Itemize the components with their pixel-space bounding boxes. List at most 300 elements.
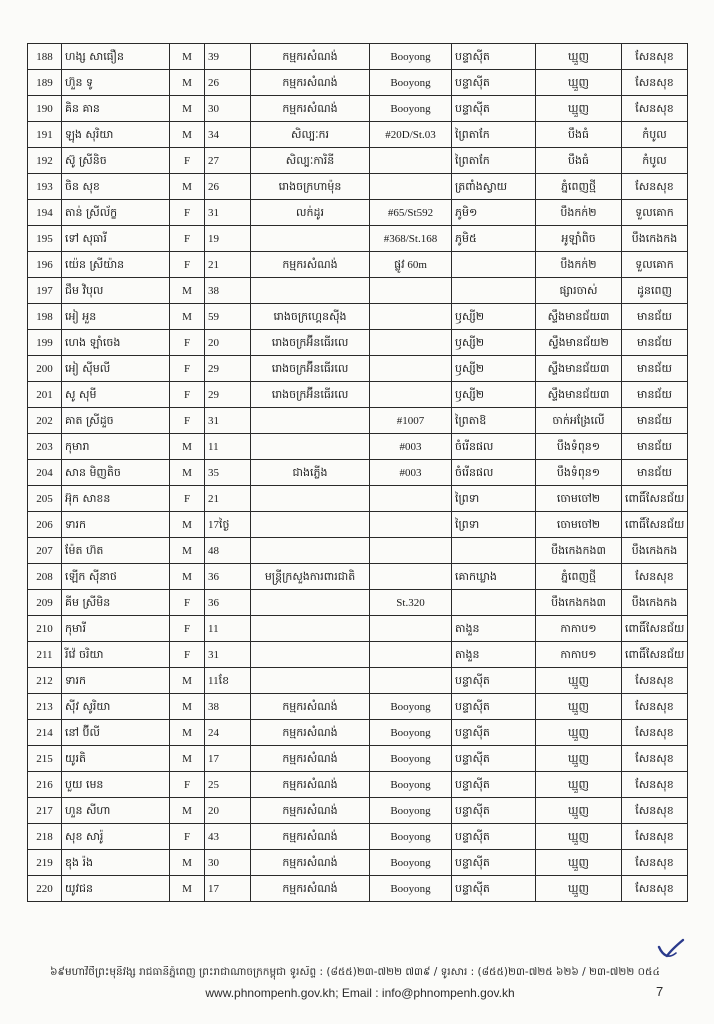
person-name-cell: ឌុង រ៉ង (62, 850, 170, 876)
row-number-cell: 210 (28, 616, 62, 642)
age-cell: 11ខែ (205, 668, 251, 694)
age-cell: 39 (205, 44, 251, 70)
age-cell: 11 (205, 616, 251, 642)
table-row (28, 304, 688, 330)
age-cell: 21 (205, 486, 251, 512)
commune-cell: ឃ្មួញ (536, 96, 622, 122)
table-row (28, 200, 688, 226)
age-cell: 17ថ្ងៃ (205, 512, 251, 538)
commune-cell: ស្ទឹងមានជ័យ៣ (536, 382, 622, 408)
registry-table (27, 43, 688, 902)
commune-cell: ឃ្មួញ (536, 850, 622, 876)
sex-cell: F (170, 382, 205, 408)
house-address-cell (370, 538, 452, 564)
person-name-cell: ឡើក ស៊ីនាថ (62, 564, 170, 590)
row-number-cell: 218 (28, 824, 62, 850)
occupation-cell: សិល្បៈការិនី (251, 148, 370, 174)
table-row (28, 460, 688, 486)
house-address-cell (370, 642, 452, 668)
village-cell: ឫស្សី២ (452, 356, 536, 382)
table-row (28, 330, 688, 356)
table-row (28, 278, 688, 304)
house-address-cell (370, 330, 452, 356)
table-row (28, 148, 688, 174)
table-row (28, 434, 688, 460)
table-row (28, 668, 688, 694)
occupation-cell: កម្មករសំណង់ (251, 850, 370, 876)
person-name-cell: សាន មិញតិច (62, 460, 170, 486)
district-cell: សែនសុខ (622, 772, 688, 798)
row-number-cell: 205 (28, 486, 62, 512)
commune-cell: បឹងធំ (536, 148, 622, 174)
sex-cell: M (170, 798, 205, 824)
age-cell: 35 (205, 460, 251, 486)
commune-cell: ភ្នំពេញថ្មី (536, 174, 622, 200)
person-name-cell: ទារក (62, 512, 170, 538)
person-name-cell: រីវ៉េ ចរិយា (62, 642, 170, 668)
district-cell: បឹងកេងកង (622, 226, 688, 252)
village-cell (452, 590, 536, 616)
occupation-cell: មន្ត្រីក្រសួងការពារជាតិ (251, 564, 370, 590)
sex-cell: M (170, 746, 205, 772)
row-number-cell: 212 (28, 668, 62, 694)
sex-cell: F (170, 824, 205, 850)
house-address-cell (370, 174, 452, 200)
person-name-cell: អ៊ុក សាខន (62, 486, 170, 512)
house-address-cell (370, 668, 452, 694)
district-cell: សែនសុខ (622, 850, 688, 876)
sex-cell: F (170, 252, 205, 278)
village-cell: ព្រៃទា (452, 486, 536, 512)
house-address-cell (370, 278, 452, 304)
person-name-cell: សុខ សារ៉ូ (62, 824, 170, 850)
sex-cell: F (170, 356, 205, 382)
district-cell: សែនសុខ (622, 96, 688, 122)
person-name-cell: ជឹម វិបុល (62, 278, 170, 304)
commune-cell: ឃ្មួញ (536, 876, 622, 902)
village-cell: បន្ទាស៊ីត (452, 746, 536, 772)
district-cell: សែនសុខ (622, 876, 688, 902)
village-cell: តាងួន (452, 616, 536, 642)
row-number-cell: 197 (28, 278, 62, 304)
house-address-cell: Booyong (370, 850, 452, 876)
age-cell: 20 (205, 330, 251, 356)
row-number-cell: 204 (28, 460, 62, 486)
house-address-cell (370, 304, 452, 330)
person-name-cell: យូវជន (62, 876, 170, 902)
row-number-cell: 190 (28, 96, 62, 122)
age-cell: 31 (205, 642, 251, 668)
house-address-cell: Booyong (370, 824, 452, 850)
sex-cell: M (170, 564, 205, 590)
house-address-cell: Booyong (370, 772, 452, 798)
district-cell: កំបូល (622, 148, 688, 174)
house-address-cell: #1007 (370, 408, 452, 434)
district-cell: ទួលគោក (622, 200, 688, 226)
district-cell: មានជ័យ (622, 330, 688, 356)
house-address-cell: #003 (370, 434, 452, 460)
person-name-cell: គាត ស្រីដួច (62, 408, 170, 434)
village-cell: តាងួន (452, 642, 536, 668)
village-cell: ឫស្សី២ (452, 304, 536, 330)
table-row (28, 70, 688, 96)
person-name-cell: ឡុង សុរិយា (62, 122, 170, 148)
house-address-cell (370, 356, 452, 382)
district-cell: សែនសុខ (622, 720, 688, 746)
row-number-cell: 195 (28, 226, 62, 252)
age-cell: 31 (205, 408, 251, 434)
row-number-cell: 211 (28, 642, 62, 668)
commune-cell: ឃ្មួញ (536, 824, 622, 850)
village-cell: បន្ទាស៊ីត (452, 772, 536, 798)
occupation-cell: ជាងភ្លើង (251, 460, 370, 486)
footer-address: ៦៩មហាវិថីព្រះមុនីវង្ស រាជធានីភ្នំពេញ ព្រះរាជាណាចក្រកម្ពុជា ទូរស័ព្ទ : (៨៥៥)២៣-៧២២ ៧៣៩ / ទូរសារ : (៨៥៥)២៣-៧២៥ ៦២៦ / ២៣-៧២២ ០៥៤ (50, 966, 660, 978)
person-name-cell: ម៉ែត ហ៊ត (62, 538, 170, 564)
district-cell: ពោធិ៍សែនជ័យ (622, 616, 688, 642)
village-cell: ចំរើនផល (452, 434, 536, 460)
sex-cell: M (170, 278, 205, 304)
sex-cell: F (170, 226, 205, 252)
age-cell: 20 (205, 798, 251, 824)
village-cell: ព្រៃតាកែ (452, 122, 536, 148)
table-row (28, 720, 688, 746)
occupation-cell: រោងចក្រអ៊ីនធើរលេ (251, 356, 370, 382)
house-address-cell: ផ្លូវ 60m (370, 252, 452, 278)
commune-cell: ភ្នំពេញថ្មី (536, 564, 622, 590)
person-name-cell: បួយ មេន (62, 772, 170, 798)
occupation-cell: កម្មករសំណង់ (251, 252, 370, 278)
table-row (28, 616, 688, 642)
village-cell: ត្រពាំងស្វាយ (452, 174, 536, 200)
occupation-cell (251, 278, 370, 304)
house-address-cell: Booyong (370, 746, 452, 772)
village-cell (452, 538, 536, 564)
district-cell: សែនសុខ (622, 70, 688, 96)
person-name-cell: យ៉េន ស្រីយ៉ាន (62, 252, 170, 278)
sex-cell: F (170, 772, 205, 798)
table-row (28, 44, 688, 70)
occupation-cell (251, 408, 370, 434)
house-address-cell: Booyong (370, 96, 452, 122)
village-cell: បន្ទាស៊ីត (452, 96, 536, 122)
village-cell: បន្ទាស៊ីត (452, 876, 536, 902)
commune-cell: បឹងទំពុន១ (536, 434, 622, 460)
sex-cell: F (170, 200, 205, 226)
sex-cell: M (170, 694, 205, 720)
person-name-cell: ទារក (62, 668, 170, 694)
village-cell: គោកឃ្លាង (452, 564, 536, 590)
table-row (28, 772, 688, 798)
sex-cell: M (170, 512, 205, 538)
row-number-cell: 188 (28, 44, 62, 70)
table-row (28, 252, 688, 278)
occupation-cell: លក់ដូរ (251, 200, 370, 226)
age-cell: 38 (205, 278, 251, 304)
age-cell: 26 (205, 70, 251, 96)
district-cell: សែនសុខ (622, 824, 688, 850)
occupation-cell: កម្មករសំណង់ (251, 694, 370, 720)
house-address-cell (370, 486, 452, 512)
age-cell: 34 (205, 122, 251, 148)
table-row (28, 798, 688, 824)
table-row (28, 382, 688, 408)
occupation-cell: កម្មករសំណង់ (251, 798, 370, 824)
village-cell: បន្ទាស៊ីត (452, 798, 536, 824)
table-row (28, 538, 688, 564)
house-address-cell (370, 148, 452, 174)
table-row (28, 642, 688, 668)
age-cell: 21 (205, 252, 251, 278)
footer-contact: www.phnompenh.gov.kh; Email : info@phnompenh.gov.kh (205, 986, 515, 1000)
row-number-cell: 208 (28, 564, 62, 590)
commune-cell: ចោមចៅ២ (536, 512, 622, 538)
age-cell: 29 (205, 382, 251, 408)
age-cell: 38 (205, 694, 251, 720)
village-cell: ឫស្សី២ (452, 382, 536, 408)
person-name-cell: យូរតិ (62, 746, 170, 772)
table-row (28, 850, 688, 876)
age-cell: 29 (205, 356, 251, 382)
person-name-cell: អៀ អួន (62, 304, 170, 330)
sex-cell: M (170, 460, 205, 486)
row-number-cell: 189 (28, 70, 62, 96)
table-row (28, 486, 688, 512)
village-cell: ភូមិ៥ (452, 226, 536, 252)
district-cell: មានជ័យ (622, 434, 688, 460)
occupation-cell (251, 538, 370, 564)
commune-cell: ស្ទឹងមានជ័យ២ (536, 330, 622, 356)
occupation-cell (251, 512, 370, 538)
house-address-cell: Booyong (370, 694, 452, 720)
sex-cell: M (170, 44, 205, 70)
district-cell: បឹងកេងកង (622, 590, 688, 616)
sex-cell: M (170, 304, 205, 330)
district-cell: កំបូល (622, 122, 688, 148)
house-address-cell (370, 616, 452, 642)
row-number-cell: 201 (28, 382, 62, 408)
row-number-cell: 217 (28, 798, 62, 824)
occupation-cell (251, 668, 370, 694)
person-name-cell: ហ៊ួន ទូ (62, 70, 170, 96)
commune-cell: បឹងទំពុន១ (536, 460, 622, 486)
district-cell: មានជ័យ (622, 408, 688, 434)
occupation-cell: កម្មករសំណង់ (251, 772, 370, 798)
commune-cell: ឃ្មួញ (536, 70, 622, 96)
occupation-cell: រោងចក្រហ្គេនស៊ីង (251, 304, 370, 330)
sex-cell: M (170, 122, 205, 148)
occupation-cell: កម្មករសំណង់ (251, 824, 370, 850)
occupation-cell: រោងចក្រអ៊ីនធើរលេ (251, 330, 370, 356)
occupation-cell: សិល្បៈករ (251, 122, 370, 148)
village-cell: ព្រៃតាកែ (452, 148, 536, 174)
sex-cell: M (170, 876, 205, 902)
commune-cell: បឹងកក់២ (536, 252, 622, 278)
occupation-cell: កម្មករសំណង់ (251, 746, 370, 772)
commune-cell: កាកាប១ (536, 616, 622, 642)
row-number-cell: 200 (28, 356, 62, 382)
commune-cell: ឃ្មួញ (536, 720, 622, 746)
person-name-cell: ស៊ូ ស្រីនិច (62, 148, 170, 174)
age-cell: 30 (205, 850, 251, 876)
sex-cell: F (170, 616, 205, 642)
district-cell: សែនសុខ (622, 746, 688, 772)
village-cell (452, 252, 536, 278)
table-row (28, 408, 688, 434)
sex-cell: M (170, 70, 205, 96)
occupation-cell (251, 616, 370, 642)
table-row (28, 824, 688, 850)
district-cell: មានជ័យ (622, 382, 688, 408)
district-cell: ដូនពេញ (622, 278, 688, 304)
sex-cell: M (170, 434, 205, 460)
occupation-cell: កម្មករសំណង់ (251, 44, 370, 70)
age-cell: 19 (205, 226, 251, 252)
row-number-cell: 191 (28, 122, 62, 148)
occupation-cell: រោងចក្រហាម៉ុន (251, 174, 370, 200)
village-cell (452, 278, 536, 304)
table-row (28, 226, 688, 252)
table-row (28, 694, 688, 720)
person-name-cell: នៅ ប៊ីលី (62, 720, 170, 746)
commune-cell: បឹងកក់២ (536, 200, 622, 226)
commune-cell: ឃ្មួញ (536, 772, 622, 798)
sex-cell: M (170, 538, 205, 564)
sex-cell: F (170, 148, 205, 174)
sex-cell: F (170, 330, 205, 356)
commune-cell: កាកាប១ (536, 642, 622, 668)
district-cell: មានជ័យ (622, 356, 688, 382)
page-number: 7 (656, 984, 664, 999)
house-address-cell: Booyong (370, 798, 452, 824)
commune-cell: ចាក់អង្រែលើ (536, 408, 622, 434)
table-row (28, 174, 688, 200)
village-cell: បន្ទាស៊ីត (452, 720, 536, 746)
commune-cell: អូឡាំពិច (536, 226, 622, 252)
occupation-cell: កម្មករសំណង់ (251, 70, 370, 96)
row-number-cell: 196 (28, 252, 62, 278)
occupation-cell: រោងចក្រអ៊ីនធើរលេ (251, 382, 370, 408)
table-row (28, 122, 688, 148)
row-number-cell: 220 (28, 876, 62, 902)
person-name-cell: សូ សុមី (62, 382, 170, 408)
house-address-cell: Booyong (370, 70, 452, 96)
sex-cell: F (170, 408, 205, 434)
age-cell: 26 (205, 174, 251, 200)
age-cell: 30 (205, 96, 251, 122)
check-mark-icon (656, 938, 686, 960)
district-cell: ទួលគោក (622, 252, 688, 278)
occupation-cell (251, 642, 370, 668)
sex-cell: M (170, 850, 205, 876)
age-cell: 17 (205, 876, 251, 902)
row-number-cell: 216 (28, 772, 62, 798)
age-cell: 59 (205, 304, 251, 330)
commune-cell: ឃ្មួញ (536, 44, 622, 70)
person-name-cell: ហួន សីហា (62, 798, 170, 824)
commune-cell: បឹងធំ (536, 122, 622, 148)
row-number-cell: 203 (28, 434, 62, 460)
table-row (28, 876, 688, 902)
sex-cell: F (170, 590, 205, 616)
age-cell: 48 (205, 538, 251, 564)
district-cell: សែនសុខ (622, 798, 688, 824)
commune-cell: ស្ទឹងមានជ័យ៣ (536, 304, 622, 330)
district-cell: សែនសុខ (622, 44, 688, 70)
village-cell: បន្ទាស៊ីត (452, 668, 536, 694)
age-cell: 31 (205, 200, 251, 226)
house-address-cell: Booyong (370, 876, 452, 902)
person-name-cell: គីម ស្រីមិន (62, 590, 170, 616)
district-cell: សែនសុខ (622, 564, 688, 590)
commune-cell: ឃ្មួញ (536, 746, 622, 772)
age-cell: 17 (205, 746, 251, 772)
commune-cell: ស្ទឹងមានជ័យ៣ (536, 356, 622, 382)
district-cell: សែនសុខ (622, 694, 688, 720)
village-cell: ឫស្សី២ (452, 330, 536, 356)
row-number-cell: 198 (28, 304, 62, 330)
table-row (28, 96, 688, 122)
house-address-cell: #65/St592 (370, 200, 452, 226)
table-body (28, 44, 688, 902)
house-address-cell: Booyong (370, 720, 452, 746)
village-cell: បន្ទាស៊ីត (452, 694, 536, 720)
row-number-cell: 215 (28, 746, 62, 772)
person-name-cell: អៀ ស៊ីមលី (62, 356, 170, 382)
commune-cell: ឃ្មួញ (536, 668, 622, 694)
person-name-cell: ចិន សុខ (62, 174, 170, 200)
district-cell: ពោធិ៍សែនជ័យ (622, 642, 688, 668)
house-address-cell: #003 (370, 460, 452, 486)
occupation-cell: កម្មករសំណង់ (251, 96, 370, 122)
village-cell: បន្ទាស៊ីត (452, 44, 536, 70)
table-row (28, 512, 688, 538)
district-cell: ពោធិ៍សែនជ័យ (622, 486, 688, 512)
age-cell: 11 (205, 434, 251, 460)
district-cell: មានជ័យ (622, 460, 688, 486)
row-number-cell: 219 (28, 850, 62, 876)
person-name-cell: ទៅ សុធារី (62, 226, 170, 252)
row-number-cell: 213 (28, 694, 62, 720)
house-address-cell: #368/St.168 (370, 226, 452, 252)
sex-cell: M (170, 668, 205, 694)
commune-cell: បឹងកេងកង៣ (536, 538, 622, 564)
village-cell: ភូមិ១ (452, 200, 536, 226)
district-cell: បឹងកេងកង (622, 538, 688, 564)
age-cell: 27 (205, 148, 251, 174)
age-cell: 36 (205, 590, 251, 616)
sex-cell: M (170, 174, 205, 200)
house-address-cell (370, 382, 452, 408)
age-cell: 25 (205, 772, 251, 798)
village-cell: ព្រៃទា (452, 512, 536, 538)
commune-cell: ឃ្មួញ (536, 694, 622, 720)
age-cell: 24 (205, 720, 251, 746)
district-cell: ពោធិ៍សែនជ័យ (622, 512, 688, 538)
table-row (28, 590, 688, 616)
village-cell: ចំរើនផល (452, 460, 536, 486)
table-row (28, 564, 688, 590)
row-number-cell: 193 (28, 174, 62, 200)
sex-cell: M (170, 96, 205, 122)
district-cell: សែនសុខ (622, 174, 688, 200)
occupation-cell (251, 226, 370, 252)
person-name-cell: ស៊ីវ សូរិយា (62, 694, 170, 720)
row-number-cell: 214 (28, 720, 62, 746)
house-address-cell (370, 512, 452, 538)
occupation-cell: កម្មករសំណង់ (251, 720, 370, 746)
occupation-cell (251, 434, 370, 460)
person-name-cell: ហង្ស សាធឿន (62, 44, 170, 70)
